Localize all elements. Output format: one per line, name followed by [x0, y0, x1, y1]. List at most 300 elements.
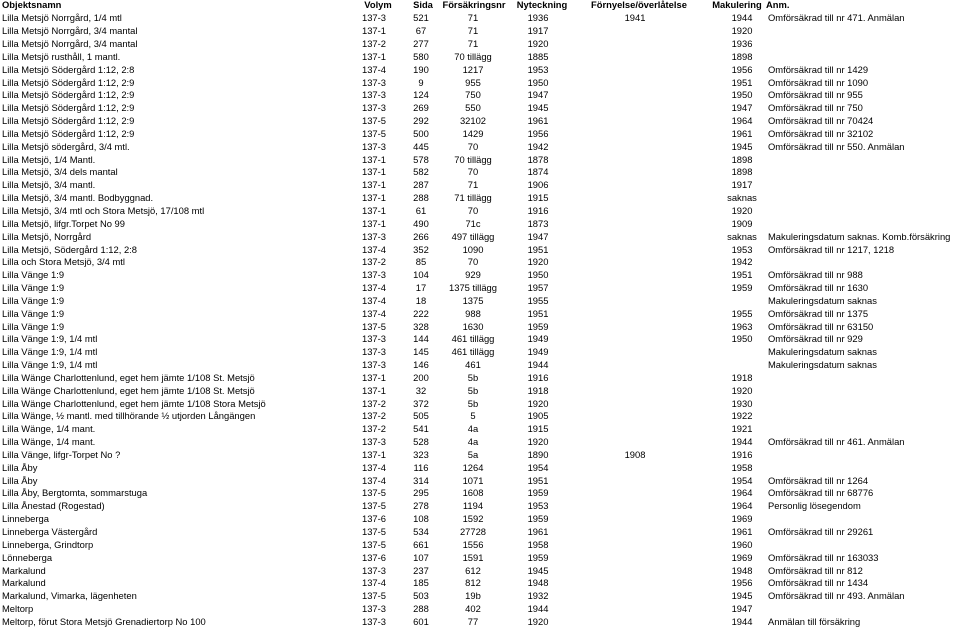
cell-objektsnamn: Lilla Metsjö rusthåll, 1 mantl.: [2, 50, 121, 62]
cell-volym: 137-3: [362, 140, 386, 152]
cell-nyteckning: 1890: [527, 448, 549, 460]
cell-fornyelse: [585, 320, 685, 333]
cell-sida: 541: [413, 423, 429, 435]
cell-objektsnamn: Linneberga, Grindtorp: [2, 538, 94, 550]
cell-makulering: 1909: [731, 217, 753, 229]
cell-forsakringsnr: 4a: [467, 436, 479, 448]
cell-fornyelse: [585, 371, 685, 384]
cell-nyteckning: 1915: [527, 423, 549, 435]
cell-volym: 137-1: [362, 192, 386, 204]
cell-fornyelse: [585, 589, 685, 602]
cell-makulering: 1964: [731, 500, 753, 512]
cell-fornyelse: [585, 63, 685, 76]
cell-forsakringsnr: 1608: [462, 487, 484, 499]
cell-volym: 137-3: [362, 12, 386, 24]
cell-objektsnamn: Linneberga: [2, 513, 49, 525]
cell-forsakringsnr: 929: [465, 269, 481, 281]
cell-sida: 372: [413, 397, 429, 409]
cell-objektsnamn: Lilla Metsjö, lifgr.Torpet No 99: [2, 217, 125, 229]
cell-sida: 266: [413, 230, 429, 242]
cell-objektsnamn: Lilla Metsjö Södergård 1:12, 2:9: [2, 115, 135, 127]
cell-makulering: 1898: [731, 153, 753, 165]
cell-fornyelse: [585, 576, 685, 589]
cell-nyteckning: 1918: [527, 384, 549, 396]
table-row: [0, 589, 960, 602]
cell-volym: 137-1: [362, 217, 386, 229]
table-row: [0, 88, 960, 101]
cell-sida: 490: [413, 217, 429, 229]
cell-fornyelse: [585, 204, 685, 217]
cell-makulering: 1920: [731, 384, 753, 396]
cell-fornyelse: [585, 538, 685, 551]
cell-sida: 237: [413, 564, 429, 576]
cell-makulering: 1944: [731, 436, 753, 448]
cell-nyteckning: 1920: [527, 615, 549, 627]
cell-anm: Omförsäkrad till nr 750: [768, 102, 863, 114]
cell-volym: 137-1: [362, 179, 386, 191]
cell-sida: 500: [413, 127, 429, 139]
cell-nyteckning: 1951: [527, 243, 549, 255]
cell-anm: Omförsäkrad till nr 955: [768, 89, 863, 101]
cell-volym: 137-1: [362, 205, 386, 216]
cell-volym: 137-3: [362, 89, 386, 101]
cell-nyteckning: 1906: [527, 179, 549, 191]
cell-forsakringsnr: 1375: [462, 294, 484, 306]
cell-nyteckning: 1957: [527, 282, 549, 294]
cell-objektsnamn: Lilla Vänge 1:9: [2, 320, 65, 332]
cell-sida: 578: [413, 153, 429, 165]
cell-volym: 137-1: [362, 371, 386, 383]
cell-makulering: 1920: [731, 205, 753, 216]
table-row: [0, 384, 960, 397]
cell-nyteckning: 1947: [527, 89, 549, 101]
table-row: [0, 435, 960, 448]
cell-forsakringsnr: 1217: [462, 63, 484, 75]
cell-makulering: 1947: [731, 603, 753, 615]
cell-volym: 137-1: [362, 166, 386, 178]
cell-fornyelse: [585, 294, 685, 307]
table-row: [0, 538, 960, 551]
cell-fornyelse: [585, 127, 685, 140]
cell-forsakringsnr: 461 tillägg: [451, 333, 495, 345]
cell-volym: 137-3: [362, 76, 386, 88]
cell-objektsnamn: Lilla Metsjö Södergård 1:12, 2:9: [2, 102, 135, 114]
cell-fornyelse: [585, 358, 685, 371]
cell-volym: 137-4: [362, 307, 386, 319]
cell-volym: 137-2: [362, 397, 386, 409]
cell-makulering: 1948: [731, 564, 753, 576]
cell-nyteckning: 1885: [527, 50, 549, 62]
cell-makulering: 1954: [731, 474, 753, 486]
table-row: [0, 461, 960, 474]
cell-forsakringsnr: 1556: [462, 538, 484, 550]
cell-nyteckning: 1920: [527, 38, 549, 50]
cell-nyteckning: 1874: [527, 166, 549, 178]
cell-forsakringsnr: 5b: [467, 384, 479, 396]
cell-objektsnamn: Lilla Ånestad (Rogestad): [2, 500, 105, 512]
table-row: [0, 50, 960, 63]
cell-forsakringsnr: 612: [465, 564, 481, 576]
cell-fornyelse: [585, 332, 685, 345]
cell-sida: 116: [413, 461, 429, 473]
table-row: [0, 37, 960, 50]
col-header-anm: Anm.: [766, 0, 790, 10]
cell-volym: 137-5: [362, 115, 386, 127]
table-row: [0, 11, 960, 24]
table-row: [0, 140, 960, 153]
cell-makulering: 1918: [731, 371, 753, 383]
cell-fornyelse: [585, 461, 685, 474]
table-row: [0, 512, 960, 525]
cell-makulering: 1951: [731, 76, 753, 88]
cell-sida: 104: [413, 269, 429, 281]
cell-nyteckning: 1916: [527, 371, 549, 383]
cell-forsakringsnr: 5: [470, 410, 476, 422]
cell-forsakringsnr: 1264: [462, 461, 484, 473]
cell-makulering: 1956: [731, 577, 753, 589]
cell-volym: 137-6: [362, 513, 386, 525]
cell-makulering: 1961: [731, 127, 753, 139]
cell-fornyelse: [585, 24, 685, 37]
cell-forsakringsnr: 402: [465, 603, 481, 615]
cell-sida: 287: [413, 179, 429, 191]
cell-makulering: 1944: [731, 615, 753, 627]
cell-makulering: 1947: [731, 102, 753, 114]
cell-objektsnamn: Lilla Metsjö, 1/4 Mantl.: [2, 153, 96, 165]
cell-forsakringsnr: 70: [467, 205, 479, 216]
cell-anm: Omförsäkrad till nr 1217, 1218: [768, 243, 895, 255]
cell-volym: 137-1: [362, 50, 386, 62]
cell-makulering: 1921: [731, 423, 753, 435]
cell-sida: 144: [413, 333, 429, 345]
cell-makulering: 1898: [731, 166, 753, 178]
cell-forsakringsnr: 1090: [462, 243, 484, 255]
table-row: [0, 409, 960, 422]
cell-sida: 352: [413, 243, 429, 255]
table-row: [0, 397, 960, 410]
cell-sida: 582: [413, 166, 429, 178]
cell-makulering: 1964: [731, 487, 753, 499]
cell-objektsnamn: Lilla Vänge 1:9: [2, 269, 65, 281]
cell-objektsnamn: Linneberga Västergård: [2, 526, 98, 537]
cell-makulering: 1951: [731, 269, 753, 281]
cell-fornyelse: [585, 499, 685, 512]
table-row: [0, 217, 960, 230]
col-header-nyteckning: Nyteckning: [516, 0, 568, 10]
table-row: [0, 281, 960, 294]
cell-sida: 269: [413, 102, 429, 114]
table-row: [0, 230, 960, 243]
cell-fornyelse: [585, 255, 685, 268]
cell-forsakringsnr: 5b: [467, 397, 479, 409]
cell-objektsnamn: Lilla Vänge 1:9: [2, 294, 65, 306]
cell-sida: 278: [413, 500, 429, 512]
cell-volym: 137-3: [362, 269, 386, 281]
cell-nyteckning: 1959: [527, 513, 549, 525]
cell-nyteckning: 1920: [527, 436, 549, 448]
cell-sida: 18: [415, 294, 427, 306]
cell-nyteckning: 1955: [527, 294, 549, 306]
cell-nyteckning: 1915: [527, 192, 549, 204]
cell-anm: Personlig lösegendom: [768, 500, 861, 512]
cell-forsakringsnr: 5a: [467, 448, 479, 460]
cell-forsakringsnr: 71: [467, 38, 479, 50]
cell-objektsnamn: Lilla Metsjö Norrgård, 3/4 mantal: [2, 38, 138, 50]
cell-volym: 137-4: [362, 243, 386, 255]
cell-volym: 137-3: [362, 564, 386, 576]
cell-makulering: 1950: [731, 89, 753, 101]
cell-sida: 292: [413, 115, 429, 127]
cell-anm: Makuleringsdatum saknas: [768, 359, 877, 371]
cell-nyteckning: 1945: [527, 564, 549, 576]
cell-objektsnamn: Lilla Metsjö södergård, 3/4 mtl.: [2, 140, 130, 152]
cell-makulering: 1945: [731, 590, 753, 602]
col-header-forsakringsnr: Försäkringsnr: [442, 0, 506, 10]
table-row: [0, 320, 960, 333]
cell-sida: 534: [413, 526, 429, 537]
cell-sida: 503: [413, 590, 429, 602]
col-header-makulering: Makulering: [712, 0, 762, 10]
cell-fornyelse: [585, 37, 685, 50]
cell-sida: 601: [413, 615, 429, 627]
cell-forsakringsnr: 77: [467, 615, 479, 627]
cell-anm: Omförsäkrad till nr 493. Anmälan: [768, 590, 905, 602]
cell-anm: Omförsäkrad till nr 812: [768, 564, 863, 576]
cell-objektsnamn: Lilla Metsjö, 3/4 mantl. Bodbyggnad.: [2, 192, 154, 204]
cell-objektsnamn: Meltorp, förut Stora Metsjö Grenadiertorp No 100: [2, 615, 206, 627]
cell-fornyelse: [585, 165, 685, 178]
cell-objektsnamn: Lilla Vänge 1:9: [2, 307, 65, 319]
cell-volym: 137-3: [362, 436, 386, 448]
table-row: [0, 178, 960, 191]
cell-anm: Omförsäkrad till nr 63150: [768, 320, 874, 332]
cell-makulering: 1969: [731, 551, 753, 563]
cell-objektsnamn: Markalund: [2, 577, 46, 589]
cell-sida: 661: [413, 538, 429, 550]
cell-sida: 314: [413, 474, 429, 486]
table-row: [0, 127, 960, 140]
table-row: [0, 332, 960, 345]
cell-objektsnamn: Lilla Åby, Bergtomta, sommarstuga: [2, 487, 148, 499]
cell-volym: 137-4: [362, 577, 386, 589]
table-row: [0, 422, 960, 435]
table-row: [0, 76, 960, 89]
cell-forsakringsnr: 70: [467, 166, 479, 178]
cell-volym: 137-4: [362, 294, 386, 306]
cell-anm: Omförsäkrad till nr 1630: [768, 282, 869, 294]
cell-fornyelse: [585, 397, 685, 410]
cell-nyteckning: 1945: [527, 102, 549, 114]
cell-makulering: saknas: [727, 230, 757, 242]
cell-forsakringsnr: 461: [465, 359, 481, 371]
cell-volym: 137-5: [362, 320, 386, 332]
cell-nyteckning: 1947: [527, 230, 549, 242]
table-row: [0, 448, 960, 461]
cell-sida: 288: [413, 192, 429, 204]
cell-makulering: 1942: [731, 256, 753, 268]
cell-fornyelse: [585, 564, 685, 577]
cell-nyteckning: 1942: [527, 140, 549, 152]
cell-nyteckning: 1951: [527, 307, 549, 319]
table-row: [0, 615, 960, 628]
cell-objektsnamn: Lilla Metsjö Södergård 1:12, 2:9: [2, 127, 135, 139]
cell-makulering: saknas: [727, 192, 757, 204]
cell-anm: Makuleringsdatum saknas: [768, 294, 877, 306]
cell-objektsnamn: Lilla Wänge, 1/4 mant.: [2, 436, 96, 448]
cell-sida: 124: [413, 89, 429, 101]
cell-forsakringsnr: 461 tillägg: [451, 346, 495, 358]
cell-volym: 137-3: [362, 346, 386, 358]
cell-anm: Omförsäkrad till nr 29261: [768, 526, 874, 537]
cell-sida: 505: [413, 410, 429, 422]
table-row: [0, 114, 960, 127]
cell-volym: 137-3: [362, 615, 386, 627]
cell-volym: 137-6: [362, 551, 386, 563]
cell-volym: 137-4: [362, 461, 386, 473]
cell-nyteckning: 1948: [527, 577, 549, 589]
col-header-volym: Volym: [364, 0, 392, 10]
table-row: [0, 358, 960, 371]
cell-sida: 190: [413, 63, 429, 75]
header-row: [0, 0, 960, 12]
cell-objektsnamn: Lilla Metsjö Norrgård, 3/4 mantal: [2, 25, 138, 37]
cell-volym: 137-2: [362, 38, 386, 50]
cell-sida: 67: [415, 25, 427, 37]
cell-makulering: 1960: [731, 538, 753, 550]
cell-nyteckning: 1954: [527, 461, 549, 473]
cell-forsakringsnr: 71c: [465, 217, 481, 229]
table-row: [0, 486, 960, 499]
cell-nyteckning: 1905: [527, 410, 549, 422]
cell-objektsnamn: Lilla Metsjö, Norrgård: [2, 230, 92, 242]
cell-makulering: [714, 358, 770, 371]
cell-nyteckning: 1959: [527, 551, 549, 563]
cell-volym: 137-4: [362, 474, 386, 486]
cell-sida: 580: [413, 50, 429, 62]
cell-nyteckning: 1917: [527, 25, 549, 37]
cell-volym: 137-3: [362, 102, 386, 114]
cell-objektsnamn: Lilla Vänge, lifgr-Torpet No ?: [2, 448, 121, 460]
table-row: [0, 525, 960, 538]
cell-makulering: 1961: [731, 526, 753, 537]
cell-forsakringsnr: 988: [465, 307, 481, 319]
cell-volym: 137-1: [362, 153, 386, 165]
table-row: [0, 24, 960, 37]
col-header-sida: Sida: [413, 0, 433, 10]
cell-nyteckning: 1953: [527, 500, 549, 512]
cell-nyteckning: 1944: [527, 603, 549, 615]
cell-makulering: 1958: [731, 461, 753, 473]
cell-makulering: 1920: [731, 25, 753, 37]
cell-volym: 137-5: [362, 487, 386, 499]
cell-objektsnamn: Lilla Vänge 1:9, 1/4 mtl: [2, 333, 98, 345]
cell-sida: 222: [413, 307, 429, 319]
cell-anm: Omförsäkrad till nr 461. Anmälan: [768, 436, 905, 448]
cell-makulering: 1922: [731, 410, 753, 422]
table-row: [0, 499, 960, 512]
cell-forsakringsnr: 550: [465, 102, 481, 114]
cell-makulering: 1959: [731, 282, 753, 294]
cell-volym: 137-5: [362, 538, 386, 550]
cell-nyteckning: 1959: [527, 487, 549, 499]
cell-makulering: 1950: [731, 333, 753, 345]
cell-anm: Omförsäkrad till nr 163033: [768, 551, 879, 563]
cell-makulering: 1898: [731, 50, 753, 62]
cell-forsakringsnr: 1071: [462, 474, 484, 486]
cell-fornyelse: 1908: [624, 448, 646, 460]
cell-forsakringsnr: 71: [467, 179, 479, 191]
cell-volym: 137-4: [362, 63, 386, 75]
cell-anm: Makuleringsdatum saknas: [768, 346, 877, 358]
cell-objektsnamn: Lilla och Stora Metsjö, 3/4 mtl: [2, 256, 125, 268]
cell-forsakringsnr: 1429: [462, 127, 484, 139]
table-row: [0, 474, 960, 487]
cell-anm: Omförsäkrad till nr 1090: [768, 76, 869, 88]
cell-nyteckning: 1961: [527, 526, 549, 537]
cell-objektsnamn: Lilla Wänge Charlottenlund, eget hem jämte 1/108 St. Metsjö: [2, 371, 255, 383]
cell-volym: 137-3: [362, 230, 386, 242]
cell-nyteckning: 1936: [527, 12, 549, 24]
cell-anm: Omförsäkrad till nr 32102: [768, 127, 874, 139]
cell-forsakringsnr: 812: [465, 577, 481, 589]
cell-nyteckning: 1951: [527, 474, 549, 486]
cell-volym: 137-5: [362, 526, 386, 537]
cell-forsakringsnr: 71 tillägg: [454, 192, 492, 204]
cell-forsakringsnr: 27728: [459, 526, 487, 537]
cell-makulering: 1917: [731, 179, 753, 191]
cell-fornyelse: [585, 384, 685, 397]
cell-forsakringsnr: 497 tillägg: [451, 230, 495, 242]
cell-fornyelse: [585, 602, 685, 615]
table-row: [0, 243, 960, 256]
cell-sida: 185: [413, 577, 429, 589]
cell-anm: Omförsäkrad till nr 1429: [768, 63, 869, 75]
cell-objektsnamn: Lilla Åby: [2, 474, 38, 486]
cell-volym: 137-1: [362, 384, 386, 396]
cell-fornyelse: [585, 307, 685, 320]
cell-sida: 107: [413, 551, 429, 563]
cell-makulering: [714, 294, 770, 307]
cell-objektsnamn: Lilla Åby: [2, 461, 38, 473]
cell-fornyelse: [585, 525, 685, 538]
cell-fornyelse: [585, 422, 685, 435]
cell-forsakringsnr: 5b: [467, 371, 479, 383]
cell-nyteckning: 1961: [527, 115, 549, 127]
cell-nyteckning: 1949: [527, 346, 549, 358]
cell-volym: 137-2: [362, 423, 386, 435]
cell-fornyelse: [585, 281, 685, 294]
table-row: [0, 345, 960, 358]
cell-forsakringsnr: 71: [467, 12, 479, 24]
cell-volym: 137-3: [362, 333, 386, 345]
cell-objektsnamn: Lilla Metsjö, 3/4 dels mantal: [2, 166, 118, 178]
cell-volym: 137-5: [362, 500, 386, 512]
cell-nyteckning: 1916: [527, 205, 549, 216]
cell-nyteckning: 1920: [527, 397, 549, 409]
cell-sida: 146: [413, 359, 429, 371]
cell-sida: 445: [413, 140, 429, 152]
cell-objektsnamn: Lilla Metsjö, Södergård 1:12, 2:8: [2, 243, 137, 255]
cell-sida: 9: [418, 76, 424, 88]
cell-volym: 137-4: [362, 282, 386, 294]
cell-forsakringsnr: 70: [467, 140, 479, 152]
cell-fornyelse: [585, 140, 685, 153]
cell-makulering: 1916: [731, 448, 753, 460]
cell-volym: 137-3: [362, 603, 386, 615]
cell-forsakringsnr: 1630: [462, 320, 484, 332]
cell-objektsnamn: Lilla Vänge 1:9: [2, 282, 65, 294]
cell-objektsnamn: Markalund: [2, 564, 46, 576]
